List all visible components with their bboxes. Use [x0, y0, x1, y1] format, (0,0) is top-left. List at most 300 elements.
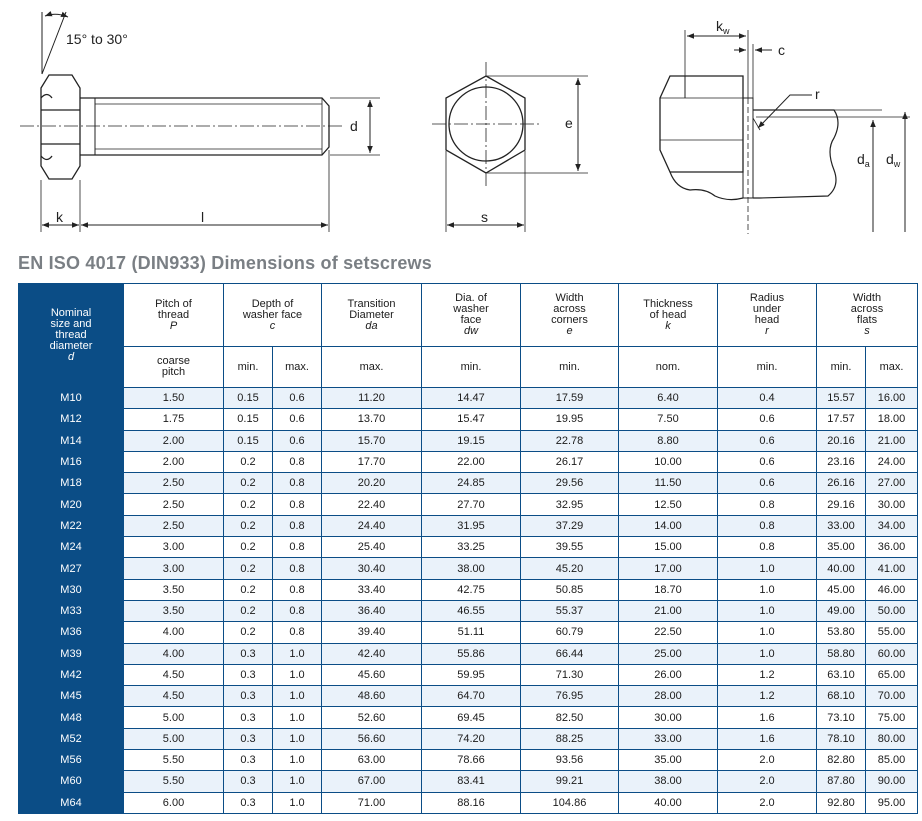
size-cell: M14 — [19, 430, 124, 451]
value-cell: 0.2 — [224, 494, 273, 515]
value-cell: 0.3 — [224, 664, 273, 685]
value-cell: 76.95 — [521, 686, 619, 707]
value-cell: 60.79 — [521, 622, 619, 643]
header-pitch — [124, 284, 224, 347]
value-cell: 0.8 — [273, 558, 322, 579]
header-thickness-symbol: k — [665, 319, 671, 332]
subheader-s-max: max. — [866, 347, 918, 388]
value-cell: 33.25 — [422, 537, 521, 558]
value-cell: 1.2 — [718, 686, 817, 707]
header-radius-symbol: r — [765, 325, 769, 337]
subheader-k-nom: nom. — [619, 347, 718, 388]
header-nominal-line3: thread — [55, 329, 87, 341]
value-cell: 0.3 — [224, 792, 273, 813]
value-cell: 85.00 — [866, 750, 918, 771]
value-cell: 65.00 — [866, 664, 918, 685]
value-cell: 0.2 — [224, 451, 273, 472]
value-cell: 22.50 — [619, 622, 718, 643]
value-cell: 5.50 — [124, 750, 224, 771]
value-cell: 0.6 — [718, 430, 817, 451]
header-washer-dia-line2: washer — [453, 303, 489, 315]
value-cell: 56.60 — [322, 728, 422, 749]
table-row — [19, 664, 918, 685]
table-row — [19, 579, 918, 600]
value-cell: 0.8 — [273, 494, 322, 515]
value-cell: 0.8 — [273, 537, 322, 558]
value-cell: 0.8 — [273, 600, 322, 621]
value-cell: 16.00 — [866, 388, 918, 409]
value-cell: 82.80 — [817, 750, 866, 771]
value-cell: 1.0 — [718, 600, 817, 621]
value-cell: 10.00 — [619, 451, 718, 472]
detail-r-label: r — [815, 86, 820, 102]
value-cell: 66.44 — [521, 643, 619, 664]
value-cell: 0.2 — [224, 558, 273, 579]
value-cell: 3.00 — [124, 558, 224, 579]
drawings-svg — [0, 0, 922, 250]
header-washer-dia-line1: Dia. of — [455, 292, 487, 304]
value-cell: 55.86 — [422, 643, 521, 664]
value-cell: 33.00 — [817, 515, 866, 536]
value-cell: 55.00 — [866, 622, 918, 643]
value-cell: 11.20 — [322, 388, 422, 409]
header-nominal-line4: diameter — [49, 340, 93, 352]
value-cell: 104.86 — [521, 792, 619, 813]
value-cell: 21.00 — [866, 430, 918, 451]
value-cell: 51.11 — [422, 622, 521, 643]
header-width-corners — [521, 284, 619, 347]
value-cell: 1.0 — [718, 558, 817, 579]
header-washer-depth-line1: Depth of — [251, 297, 294, 310]
header-nominal-line1: Nominal — [50, 307, 92, 319]
value-cell: 95.00 — [866, 792, 918, 813]
table-row — [19, 707, 918, 728]
value-cell: 20.20 — [322, 473, 422, 494]
value-cell: 0.2 — [224, 579, 273, 600]
value-cell: 88.25 — [521, 728, 619, 749]
value-cell: 71.30 — [521, 664, 619, 685]
value-cell: 0.8 — [273, 579, 322, 600]
value-cell: 1.2 — [718, 664, 817, 685]
table-row — [19, 558, 918, 579]
subheader-c-min: min. — [224, 347, 273, 388]
subheader-coarse-pitch-text: coarse pitch — [156, 355, 191, 378]
value-cell: 78.66 — [422, 750, 521, 771]
value-cell: 4.50 — [124, 664, 224, 685]
value-cell: 1.0 — [273, 664, 322, 685]
table-row — [19, 537, 918, 558]
value-cell: 48.60 — [322, 686, 422, 707]
header-corners-line3: corners — [551, 314, 588, 326]
header-head-thickness — [619, 284, 718, 347]
value-cell: 6.00 — [124, 792, 224, 813]
table-row — [19, 771, 918, 792]
size-cell: M48 — [19, 707, 124, 728]
table-row — [19, 409, 918, 430]
value-cell: 5.00 — [124, 728, 224, 749]
value-cell: 0.15 — [224, 409, 273, 430]
value-cell: 1.0 — [273, 771, 322, 792]
header-transition-line2: Diameter — [349, 308, 394, 321]
value-cell: 78.10 — [817, 728, 866, 749]
header-pitch-line2: thread — [157, 308, 190, 321]
header-width-flats — [817, 284, 918, 347]
size-cell: M22 — [19, 515, 124, 536]
value-cell: 90.00 — [866, 771, 918, 792]
value-cell: 63.00 — [322, 750, 422, 771]
value-cell: 42.40 — [322, 643, 422, 664]
value-cell: 36.00 — [866, 537, 918, 558]
value-cell: 50.00 — [866, 600, 918, 621]
header-flats-line3: flats — [856, 314, 878, 326]
value-cell: 15.70 — [322, 430, 422, 451]
value-cell: 0.2 — [224, 622, 273, 643]
value-cell: 93.56 — [521, 750, 619, 771]
value-cell: 70.00 — [866, 686, 918, 707]
value-cell: 36.40 — [322, 600, 422, 621]
value-cell: 1.0 — [273, 643, 322, 664]
value-cell: 2.50 — [124, 473, 224, 494]
value-cell: 39.55 — [521, 537, 619, 558]
value-cell: 52.60 — [322, 707, 422, 728]
subheader-da-max: max. — [322, 347, 422, 388]
header-radius-line3: head — [754, 314, 780, 326]
value-cell: 2.0 — [718, 771, 817, 792]
technical-drawings — [0, 0, 922, 250]
value-cell: 41.00 — [866, 558, 918, 579]
header-radius — [718, 284, 817, 347]
value-cell: 5.50 — [124, 771, 224, 792]
size-cell: M45 — [19, 686, 124, 707]
value-cell: 40.00 — [817, 558, 866, 579]
size-cell: M12 — [19, 409, 124, 430]
value-cell: 69.45 — [422, 707, 521, 728]
value-cell: 64.70 — [422, 686, 521, 707]
table-row — [19, 473, 918, 494]
size-cell: M52 — [19, 728, 124, 749]
value-cell: 20.16 — [817, 430, 866, 451]
value-cell: 25.00 — [619, 643, 718, 664]
value-cell: 0.8 — [273, 515, 322, 536]
header-nominal-size — [19, 284, 124, 388]
value-cell: 58.80 — [817, 643, 866, 664]
value-cell: 92.80 — [817, 792, 866, 813]
value-cell: 38.00 — [422, 558, 521, 579]
value-cell: 22.78 — [521, 430, 619, 451]
dimensions-table-wrap — [18, 283, 917, 814]
value-cell: 28.00 — [619, 686, 718, 707]
value-cell: 2.00 — [124, 451, 224, 472]
value-cell: 23.16 — [817, 451, 866, 472]
value-cell: 83.41 — [422, 771, 521, 792]
size-cell: M27 — [19, 558, 124, 579]
size-cell: M30 — [19, 579, 124, 600]
value-cell: 0.6 — [273, 430, 322, 451]
value-cell: 15.57 — [817, 388, 866, 409]
value-cell: 0.8 — [273, 473, 322, 494]
header-washer-dia-line3: face — [460, 314, 482, 326]
value-cell: 0.15 — [224, 388, 273, 409]
end-e-label: e — [565, 115, 573, 131]
header-flats-line2: across — [850, 303, 884, 315]
value-cell: 29.16 — [817, 494, 866, 515]
side-d-label: d — [350, 118, 358, 134]
header-corners-line2: across — [553, 303, 586, 315]
value-cell: 1.0 — [273, 750, 322, 771]
value-cell: 32.95 — [521, 494, 619, 515]
value-cell: 46.00 — [866, 579, 918, 600]
header-washer-dia — [422, 284, 521, 347]
value-cell: 0.15 — [224, 430, 273, 451]
value-cell: 22.40 — [322, 494, 422, 515]
value-cell: 25.40 — [322, 537, 422, 558]
value-cell: 12.50 — [619, 494, 718, 515]
subheader-r-min: min. — [718, 347, 817, 388]
header-corners-line1: Width — [555, 292, 584, 304]
value-cell: 1.0 — [273, 707, 322, 728]
table-row — [19, 430, 918, 451]
value-cell: 17.70 — [322, 451, 422, 472]
table-row — [19, 750, 918, 771]
value-cell: 27.00 — [866, 473, 918, 494]
header-nominal-symbol: d — [67, 351, 75, 363]
value-cell: 4.00 — [124, 643, 224, 664]
value-cell: 0.2 — [224, 600, 273, 621]
header-washer-dia-symbol: dw — [463, 325, 479, 337]
value-cell: 6.40 — [619, 388, 718, 409]
header-transition-symbol: da — [365, 319, 378, 332]
header-washer-depth — [224, 284, 322, 347]
value-cell: 21.00 — [619, 600, 718, 621]
value-cell: 34.00 — [866, 515, 918, 536]
value-cell: 1.0 — [273, 728, 322, 749]
value-cell: 18.00 — [866, 409, 918, 430]
value-cell: 2.50 — [124, 515, 224, 536]
value-cell: 18.70 — [619, 579, 718, 600]
value-cell: 1.50 — [124, 388, 224, 409]
value-cell: 46.55 — [422, 600, 521, 621]
value-cell: 35.00 — [619, 750, 718, 771]
value-cell: 17.59 — [521, 388, 619, 409]
detail-c-label: c — [778, 42, 785, 58]
value-cell: 39.40 — [322, 622, 422, 643]
header-thickness-line1: Thickness — [643, 297, 693, 310]
table-row — [19, 643, 918, 664]
value-cell: 0.8 — [718, 515, 817, 536]
value-cell: 49.00 — [817, 600, 866, 621]
value-cell: 0.2 — [224, 515, 273, 536]
header-washer-depth-symbol: c — [269, 319, 276, 332]
value-cell: 0.8 — [718, 537, 817, 558]
value-cell: 0.8 — [273, 622, 322, 643]
table-row — [19, 622, 918, 643]
subheader-e-min: min. — [521, 347, 619, 388]
value-cell: 0.6 — [718, 409, 817, 430]
value-cell: 27.70 — [422, 494, 521, 515]
value-cell: 0.6 — [718, 451, 817, 472]
header-flats-line1: Width — [852, 292, 882, 304]
value-cell: 59.95 — [422, 664, 521, 685]
value-cell: 30.40 — [322, 558, 422, 579]
bolt-end-view — [432, 62, 588, 232]
value-cell: 1.6 — [718, 707, 817, 728]
size-cell: M20 — [19, 494, 124, 515]
table-row — [19, 728, 918, 749]
value-cell: 30.00 — [866, 494, 918, 515]
value-cell: 87.80 — [817, 771, 866, 792]
value-cell: 99.21 — [521, 771, 619, 792]
value-cell: 1.0 — [273, 686, 322, 707]
header-transition-line1: Transition — [347, 297, 396, 310]
value-cell: 67.00 — [322, 771, 422, 792]
value-cell: 1.0 — [273, 792, 322, 813]
value-cell: 8.80 — [619, 430, 718, 451]
value-cell: 42.75 — [422, 579, 521, 600]
value-cell: 0.4 — [718, 388, 817, 409]
value-cell: 3.00 — [124, 537, 224, 558]
value-cell: 24.00 — [866, 451, 918, 472]
value-cell: 1.75 — [124, 409, 224, 430]
value-cell: 4.50 — [124, 686, 224, 707]
value-cell: 24.40 — [322, 515, 422, 536]
value-cell: 22.00 — [422, 451, 521, 472]
subheader-coarse-pitch — [124, 347, 224, 388]
value-cell: 26.00 — [619, 664, 718, 685]
side-l-label: l — [201, 209, 205, 225]
dimensions-table — [18, 283, 918, 814]
value-cell: 74.20 — [422, 728, 521, 749]
value-cell: 13.70 — [322, 409, 422, 430]
value-cell: 50.85 — [521, 579, 619, 600]
size-cell: M42 — [19, 664, 124, 685]
table-row — [19, 792, 918, 813]
angle-label: 15° to 30° — [66, 31, 128, 47]
header-flats-symbol: s — [864, 325, 870, 337]
value-cell: 0.2 — [224, 537, 273, 558]
table-row — [19, 515, 918, 536]
value-cell: 29.56 — [521, 473, 619, 494]
value-cell: 45.00 — [817, 579, 866, 600]
table-row — [19, 494, 918, 515]
value-cell: 2.0 — [718, 750, 817, 771]
value-cell: 1.0 — [718, 643, 817, 664]
value-cell: 0.6 — [273, 388, 322, 409]
size-cell: M16 — [19, 451, 124, 472]
value-cell: 0.2 — [224, 473, 273, 494]
value-cell: 0.6 — [718, 473, 817, 494]
value-cell: 33.00 — [619, 728, 718, 749]
value-cell: 0.3 — [224, 750, 273, 771]
subheader-dw-min: min. — [422, 347, 521, 388]
value-cell: 63.10 — [817, 664, 866, 685]
detail-da-label: $d_a$ — [857, 151, 870, 169]
page-title: EN ISO 4017 (DIN933) Dimensions of setscrews — [18, 253, 432, 273]
value-cell: 24.85 — [422, 473, 521, 494]
header-pitch-symbol: P — [169, 319, 178, 332]
value-cell: 26.16 — [817, 473, 866, 494]
value-cell: 2.00 — [124, 430, 224, 451]
end-s-label: s — [481, 209, 488, 225]
value-cell: 5.00 — [124, 707, 224, 728]
table-row — [19, 600, 918, 621]
size-cell: M64 — [19, 792, 124, 813]
value-cell: 60.00 — [866, 643, 918, 664]
value-cell: 1.0 — [718, 622, 817, 643]
value-cell: 30.00 — [619, 707, 718, 728]
value-cell: 73.10 — [817, 707, 866, 728]
header-washer-depth-line2: washer face — [242, 308, 303, 321]
value-cell: 0.8 — [273, 451, 322, 472]
value-cell: 88.16 — [422, 792, 521, 813]
header-corners-symbol: e — [566, 325, 573, 337]
value-cell: 82.50 — [521, 707, 619, 728]
value-cell: 80.00 — [866, 728, 918, 749]
value-cell: 53.80 — [817, 622, 866, 643]
value-cell: 0.3 — [224, 728, 273, 749]
value-cell: 45.20 — [521, 558, 619, 579]
detail-dw-label: $d_w$ — [886, 151, 901, 169]
value-cell: 1.6 — [718, 728, 817, 749]
value-cell: 35.00 — [817, 537, 866, 558]
value-cell: 1.0 — [718, 579, 817, 600]
value-cell: 37.29 — [521, 515, 619, 536]
value-cell: 19.95 — [521, 409, 619, 430]
size-cell: M60 — [19, 771, 124, 792]
value-cell: 11.50 — [619, 473, 718, 494]
value-cell: 17.00 — [619, 558, 718, 579]
subheader-s-min: min. — [817, 347, 866, 388]
value-cell: 68.10 — [817, 686, 866, 707]
header-pitch-line1: Pitch of — [155, 297, 192, 310]
value-cell: 0.3 — [224, 686, 273, 707]
side-k-label: k — [56, 209, 63, 225]
value-cell: 0.3 — [224, 771, 273, 792]
subheader-c-max: max. — [273, 347, 322, 388]
value-cell: 45.60 — [322, 664, 422, 685]
value-cell: 15.00 — [619, 537, 718, 558]
value-cell: 33.40 — [322, 579, 422, 600]
size-cell: M36 — [19, 622, 124, 643]
size-cell: M10 — [19, 388, 124, 409]
size-cell: M24 — [19, 537, 124, 558]
size-cell: M18 — [19, 473, 124, 494]
value-cell: 0.3 — [224, 643, 273, 664]
value-cell: 40.00 — [619, 792, 718, 813]
value-cell: 2.50 — [124, 494, 224, 515]
value-cell: 3.50 — [124, 600, 224, 621]
header-radius-line1: Radius — [749, 292, 785, 304]
table-row — [19, 451, 918, 472]
value-cell: 17.57 — [817, 409, 866, 430]
value-cell: 19.15 — [422, 430, 521, 451]
value-cell: 3.50 — [124, 579, 224, 600]
value-cell: 4.00 — [124, 622, 224, 643]
value-cell: 0.3 — [224, 707, 273, 728]
value-cell: 55.37 — [521, 600, 619, 621]
size-cell: M39 — [19, 643, 124, 664]
header-thickness-line2: of head — [649, 308, 687, 321]
header-radius-line2: under — [752, 303, 782, 315]
header-transition-diameter — [322, 284, 422, 347]
value-cell: 38.00 — [619, 771, 718, 792]
table-body — [19, 388, 918, 814]
value-cell: 7.50 — [619, 409, 718, 430]
value-cell: 75.00 — [866, 707, 918, 728]
value-cell: 14.00 — [619, 515, 718, 536]
value-cell: 0.8 — [718, 494, 817, 515]
bolt-detail-view — [660, 30, 910, 234]
value-cell: 15.47 — [422, 409, 521, 430]
